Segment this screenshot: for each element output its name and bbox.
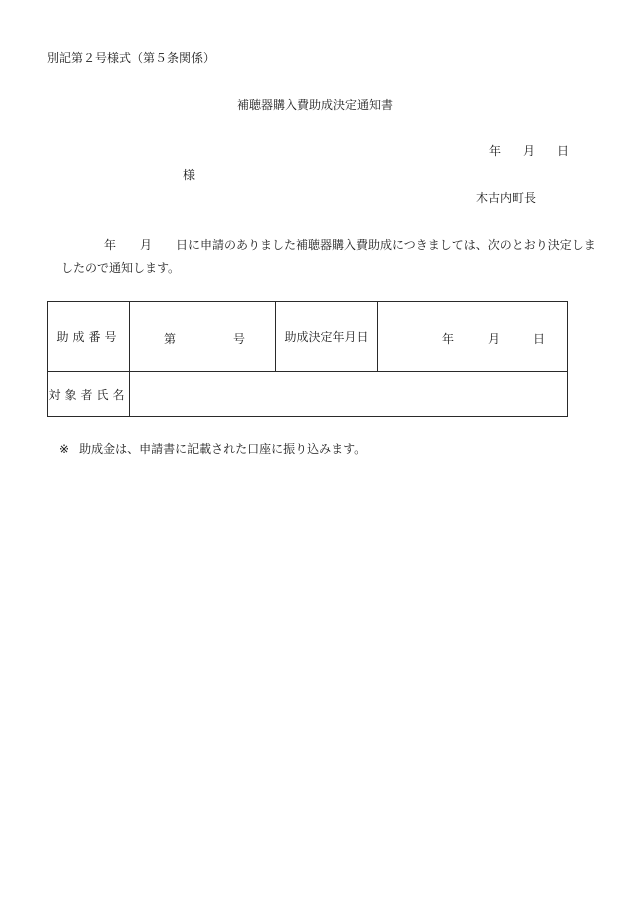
recipient-value bbox=[130, 372, 568, 417]
form-label: 別記第２号様式（第５条関係） bbox=[47, 51, 216, 65]
issue-date-day: 日 bbox=[557, 144, 570, 158]
issuer-name: 木古内町長 bbox=[476, 191, 537, 205]
decision-date-year: 年 bbox=[442, 332, 455, 346]
table-row-recipient bbox=[48, 372, 568, 417]
decision-date-day: 日 bbox=[533, 332, 546, 346]
issue-date-month: 月 bbox=[523, 144, 536, 158]
decision-date-cell bbox=[378, 302, 568, 372]
document-title: 補聴器購入費助成決定通知書 bbox=[236, 98, 393, 112]
grant-number-prefix: 第 bbox=[164, 332, 177, 346]
grant-number-label: 助成番号 bbox=[48, 302, 130, 372]
body-year: 年 bbox=[104, 238, 117, 252]
table-row-grant-number bbox=[48, 302, 568, 372]
recipient-label: 対象者氏名 bbox=[48, 372, 130, 417]
body-line-2: したので通知します。 bbox=[61, 261, 181, 275]
footnote bbox=[59, 443, 366, 455]
grant-info-table bbox=[47, 301, 568, 417]
body-text-1: 日に申請のありました補聴器購入費助成につきましては、次のとおり決定しま bbox=[176, 238, 596, 252]
note-text: 助成金は、申請書に記載された口座に振り込みます。 bbox=[79, 442, 367, 456]
decision-date-label: 助成決定年月日 bbox=[276, 302, 378, 372]
note-mark: ※ bbox=[59, 442, 70, 456]
issue-date-year: 年 bbox=[489, 144, 502, 158]
body-month: 月 bbox=[140, 238, 153, 252]
decision-date-month: 月 bbox=[488, 332, 501, 346]
grant-number-suffix: 号 bbox=[233, 332, 246, 346]
grant-number-cell bbox=[130, 302, 276, 372]
body-line-1 bbox=[104, 239, 596, 251]
addressee-honorific: 様 bbox=[183, 168, 196, 182]
